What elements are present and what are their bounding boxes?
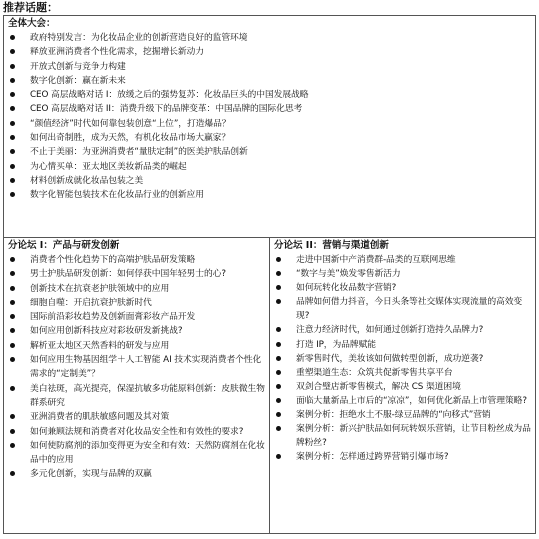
list-item: 如何玩转化妆品数字营销? [274,281,532,295]
bullet-icon [276,342,281,347]
list-item: 如何出奇制胜，成为天然，有机化妆品市场大赢家？ [8,131,532,145]
list-item: 如何应用创新科技应对彩妆研发新挑战? [8,324,266,338]
bullet-icon [10,178,15,183]
list-item: 政府特别发言：为化妆品企业的创新营造良好的监管环境 [8,31,532,45]
list-item: 重塑渠道生态：众筑共促新零售共享平台 [274,366,532,380]
rd-forum-heading: 分论坛 I：产品与研发创新 [8,240,120,251]
list-item: 开放式创新与竞争力构建 [8,60,532,74]
bullet-icon [10,343,15,348]
list-item: 为心情买单：亚太地区美妆新品类的崛起 [8,160,532,174]
rd-forum-list [8,253,266,482]
list-item: 面临大量新品上市后的“凉凉”，如何优化新品上市管理策略? [274,394,532,408]
page-title: 推荐话题： [3,1,58,14]
bullet-icon [276,271,281,276]
bullet-icon [10,471,15,476]
list-item: 多元化创新，实现与品牌的双赢 [8,467,266,481]
bullet-icon [276,327,281,332]
list-item: 新零售时代，美妆该如何做转型创新，成功逆袭? [274,352,532,366]
bullet-icon [10,49,15,54]
main-session-list [8,31,532,203]
list-item: 注意力经济时代，如何通过创新打造持久品牌力? [274,323,532,337]
list-item: 数字化创新：赢在新未来 [8,74,532,88]
bullet-icon [10,314,15,319]
list-item: 细胞自噬：开启抗衰护肤新时代 [8,296,266,310]
bullet-icon [276,384,281,389]
bullet-icon [10,92,15,97]
list-item: 案例分析：怎样通过跨界营销引爆市场? [274,450,532,464]
list-item: 解析亚太地区天然香料的研发与应用 [8,339,266,353]
list-item: 如何兼顾法规和消费者对化妆品安全性和有效性的要求? [8,425,266,439]
bullet-icon [10,414,15,419]
bullet-icon [10,443,15,448]
list-item: 打造 IP，为品牌赋能 [274,338,532,352]
bullet-icon [276,299,281,304]
bullet-icon [276,356,281,361]
bullet-icon [276,426,281,431]
list-item: 材料创新成就化妆品包装之美 [8,174,532,188]
list-item: 男士护肤品研发创新：如何俘获中国年轻男士的心? [8,267,266,281]
main-session-heading: 全体大会： [8,18,56,29]
main-session-cell [4,16,536,238]
bullet-icon [276,398,281,403]
bullet-icon [10,135,15,140]
bullet-icon [276,412,281,417]
bullet-icon [276,370,281,375]
marketing-forum-list [274,253,532,464]
list-item: 消费者个性化趋势下的高端护肤品研发策略 [8,253,266,267]
bullet-icon [10,78,15,83]
bullet-icon [10,35,15,40]
rd-forum-cell [4,238,270,534]
list-item: “数字与美”焕发零售新活力 [274,267,532,281]
bullet-icon [10,106,15,111]
bullet-icon [276,257,281,262]
list-item: 双剑合璧店新零售模式，解决 CS 渠道困境 [274,380,532,394]
bullet-icon [10,386,15,391]
list-item: 走进中国新中产消费群-品类的互联网思维 [274,253,532,267]
list-item: 数字化智能包装技术在化妆品行业的创新应用 [8,188,532,202]
list-item: 如何应用生物基因组学＋人工智能 AI 技术实现消费者个性化需求的“定制美”？ [8,353,266,382]
list-item: 案例分析：拒绝水土不服-绿豆品牌的“向移式”营销 [274,408,532,422]
list-item: 案例分析：新兴护肤品如何玩转娱乐营销，让节目粉丝成为品牌粉丝? [274,422,532,450]
list-item: “颜值经济”时代如何靠包装创意“上位”，打造爆品？ [8,117,532,131]
list-item: CEO 高层战略对话 I：放缓之后的强势复苏：化妆品巨头的中国发展战略 [8,88,532,102]
bullet-icon [10,357,15,362]
bullet-icon [10,429,15,434]
bullet-icon [276,285,281,290]
bullet-icon [10,257,15,262]
marketing-forum-heading: 分论坛 II：营销与渠道创新 [274,240,389,251]
list-item: 亚洲消费者的肌肤敏感问题及其对策 [8,410,266,424]
list-item: 美白祛斑，高光提亮，保湿抗敏多功能原料创新：皮肤微生物群系研究 [8,382,266,411]
topics-table [3,15,536,534]
list-item: 创新技术在抗衰老护肤领域中的应用 [8,282,266,296]
list-item: 国际前沿彩妆趋势及创新面膏彩妆产品开发 [8,310,266,324]
bullet-icon [10,192,15,197]
list-item: 不止于美丽：为亚洲消费者“量肤定制”的医美护肤品创新 [8,145,532,159]
bullet-icon [10,328,15,333]
bullet-icon [10,164,15,169]
bullet-icon [10,64,15,69]
marketing-forum-cell [270,238,536,534]
bullet-icon [276,454,281,459]
list-item: 品牌如何借力抖音，今日头条等社交媒体实现流量的高效变现? [274,295,532,323]
bullet-icon [10,271,15,276]
bullet-icon [10,286,15,291]
list-item: 如何使防腐剂的添加变得更为安全和有效：天然防腐剂在化妆品中的应用 [8,439,266,468]
list-item: 释放亚洲消费者个性化需求，挖掘增长新动力 [8,45,532,59]
bullet-icon [10,149,15,154]
bullet-icon [10,121,15,126]
list-item: CEO 高层战略对话 II：消费升级下的品牌变革：中国品牌的国际化思考 [8,102,532,116]
bullet-icon [10,300,15,305]
